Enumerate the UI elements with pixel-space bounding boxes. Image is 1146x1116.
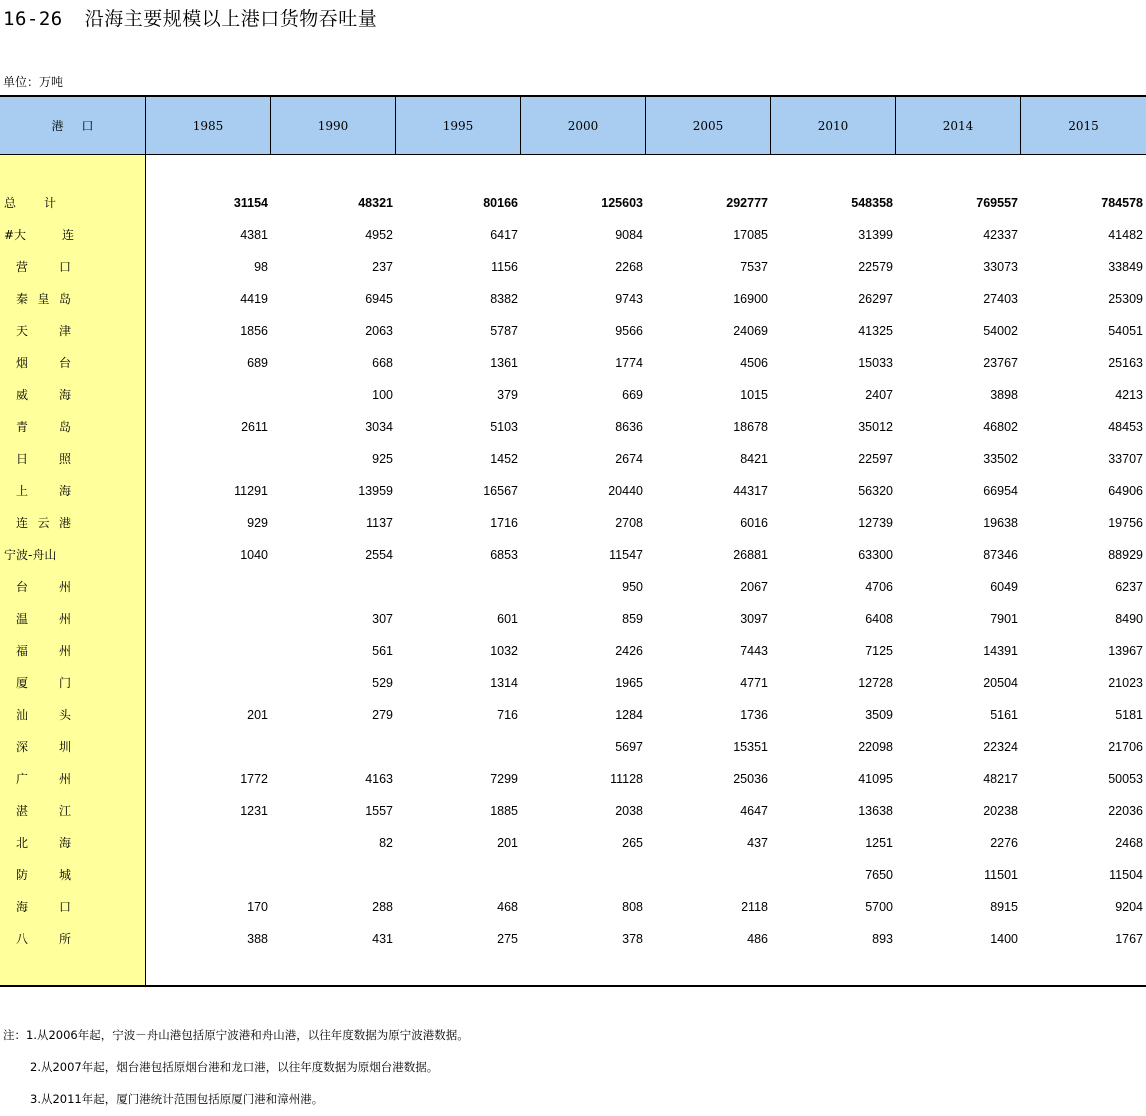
value-cell-1995: 716: [497, 708, 518, 722]
value-cell-1995: 1716: [490, 516, 518, 530]
value-cell-2015: 21706: [1108, 740, 1143, 754]
value-cell-2000: 9743: [615, 292, 643, 306]
value-cell-2010: 13638: [858, 804, 893, 818]
value-cell-2005: 292777: [726, 196, 768, 210]
value-cell-1990: 668: [372, 356, 393, 370]
value-cell-1985: 170: [247, 900, 268, 914]
value-cell-2000: 808: [622, 900, 643, 914]
table-number: 16-26: [3, 8, 63, 30]
value-cell-1990: 925: [372, 452, 393, 466]
value-cell-2000: 2426: [615, 644, 643, 658]
header-year-2014: 2014: [896, 97, 1021, 154]
table-row: [0, 315, 1146, 347]
value-cell-1990: 100: [372, 388, 393, 402]
value-cell-1990: 2063: [365, 324, 393, 338]
table-row: [0, 571, 1146, 603]
port-name: 八 所: [16, 932, 71, 946]
port-name: 威 海: [16, 388, 71, 402]
value-cell-1995: 7299: [490, 772, 518, 786]
value-cell-1995: 80166: [483, 196, 518, 210]
value-cell-1985: 11291: [234, 484, 268, 498]
value-cell-1985: 388: [247, 932, 268, 946]
value-cell-2000: 2708: [615, 516, 643, 530]
value-cell-2005: 18678: [733, 420, 768, 434]
value-cell-1990: 279: [372, 708, 393, 722]
footnote-3: 3.从2011年起，厦门港统计范围包括原厦门港和漳州港。: [30, 1092, 324, 1106]
value-cell-2010: 56320: [858, 484, 893, 498]
value-cell-2000: 9084: [615, 228, 643, 242]
value-cell-2015: 11504: [1109, 868, 1143, 882]
value-cell-1995: 5787: [490, 324, 518, 338]
value-cell-2000: 8636: [615, 420, 643, 434]
table-row: [0, 539, 1146, 571]
value-cell-2000: [533, 859, 643, 891]
value-cell-2010: 15033: [858, 356, 893, 370]
port-name: 连 云 港: [16, 516, 71, 530]
value-cell-2005: 7537: [740, 260, 768, 274]
value-cell-2010: 2407: [865, 388, 893, 402]
value-cell-1995: 275: [497, 932, 518, 946]
value-cell-2014: 2276: [990, 836, 1018, 850]
value-cell-1990: 288: [372, 900, 393, 914]
value-cell-1990: [283, 731, 393, 763]
value-cell-2014: 23767: [983, 356, 1018, 370]
value-cell-2015: 54051: [1108, 324, 1143, 338]
value-cell-2005: 4506: [740, 356, 768, 370]
value-cell-1995: 16567: [483, 484, 518, 498]
table-row: [0, 923, 1146, 955]
value-cell-2005: 1015: [740, 388, 768, 402]
port-name: 日 照: [16, 452, 71, 466]
value-cell-1995: 1885: [490, 804, 518, 818]
value-cell-2014: 6049: [990, 580, 1018, 594]
port-name: 湛 江: [16, 804, 71, 818]
value-cell-1995: 5103: [490, 420, 518, 434]
value-cell-1990: 3034: [365, 420, 393, 434]
footnote-1: 注：1.从2006年起，宁波－舟山港包括原宁波港和舟山港，以往年度数据为原宁波港数据。: [3, 1028, 469, 1042]
value-cell-2010: 22579: [858, 260, 893, 274]
value-cell-2014: 3898: [990, 388, 1018, 402]
value-cell-2005: 6016: [740, 516, 768, 530]
value-cell-1995: [408, 571, 518, 603]
table-row: [0, 635, 1146, 667]
value-cell-1985: [158, 667, 268, 699]
value-cell-2010: 12728: [858, 676, 893, 690]
value-cell-1995: 201: [497, 836, 518, 850]
footnote-2: 2.从2007年起，烟台港包括原烟台港和龙口港，以往年度数据为原烟台港数据。: [30, 1060, 439, 1074]
value-cell-1990: 307: [372, 612, 393, 626]
value-cell-2000: 20440: [608, 484, 643, 498]
value-cell-2005: 2067: [740, 580, 768, 594]
port-name: 营 口: [16, 260, 71, 274]
port-name: 青 岛: [16, 420, 71, 434]
value-cell-1985: 2611: [241, 420, 268, 434]
value-cell-2015: 22036: [1108, 804, 1143, 818]
port-name: 烟 台: [16, 356, 71, 370]
value-cell-2005: 437: [747, 836, 768, 850]
port-name: 厦 门: [16, 676, 71, 690]
value-cell-2014: 87346: [983, 548, 1018, 562]
value-cell-2014: 19638: [983, 516, 1018, 530]
value-cell-2015: 50053: [1108, 772, 1143, 786]
value-cell-2015: 41482: [1108, 228, 1143, 242]
value-cell-2010: 1251: [865, 836, 893, 850]
value-cell-2015: 33849: [1108, 260, 1143, 274]
value-cell-1995: 468: [497, 900, 518, 914]
value-cell-1985: [158, 603, 268, 635]
value-cell-2015: 25309: [1108, 292, 1143, 306]
value-cell-2010: 22098: [858, 740, 893, 754]
value-cell-2014: 33502: [983, 452, 1018, 466]
value-cell-1990: [283, 571, 393, 603]
value-cell-2005: 4771: [740, 676, 768, 690]
port-name: 总 计: [4, 196, 56, 210]
port-name: 温 州: [16, 612, 71, 626]
value-cell-1990: 237: [372, 260, 393, 274]
value-cell-2000: 9566: [615, 324, 643, 338]
value-cell-2005: 24069: [733, 324, 768, 338]
value-cell-1985: [158, 859, 268, 891]
value-cell-1990: 431: [372, 932, 393, 946]
value-cell-2014: 7901: [990, 612, 1018, 626]
value-cell-1995: 1314: [490, 676, 518, 690]
table-row: [0, 795, 1146, 827]
value-cell-2005: 16900: [733, 292, 768, 306]
value-cell-2010: 7650: [865, 868, 893, 882]
value-cell-2000: 669: [622, 388, 643, 402]
value-cell-1985: 1231: [240, 804, 268, 818]
table-row: [0, 411, 1146, 443]
value-cell-1995: 1361: [490, 356, 518, 370]
value-cell-2005: 26881: [733, 548, 768, 562]
value-cell-2010: 893: [872, 932, 893, 946]
value-cell-1985: 1040: [240, 548, 268, 562]
value-cell-2005: 1736: [740, 708, 768, 722]
table-row: [0, 251, 1146, 283]
value-cell-2014: 48217: [983, 772, 1018, 786]
table-header-row: [0, 97, 1146, 155]
value-cell-2005: 15351: [733, 740, 768, 754]
value-cell-2015: 25163: [1108, 356, 1143, 370]
value-cell-2014: 66954: [983, 484, 1018, 498]
table-bottom-rule: [0, 985, 1146, 987]
port-name: 台 州: [16, 580, 71, 594]
value-cell-2015: 64906: [1108, 484, 1143, 498]
value-cell-2000: 265: [622, 836, 643, 850]
value-cell-2010: 4706: [865, 580, 893, 594]
header-year-2005: 2005: [646, 97, 771, 154]
value-cell-2005: 8421: [740, 452, 768, 466]
value-cell-2015: 9204: [1115, 900, 1143, 914]
value-cell-1985: [158, 379, 268, 411]
value-cell-2015: 13967: [1108, 644, 1143, 658]
value-cell-1990: 6945: [365, 292, 393, 306]
value-cell-2014: 22324: [983, 740, 1018, 754]
value-cell-1985: 689: [247, 356, 268, 370]
value-cell-1995: 601: [497, 612, 518, 626]
table-title: 沿海主要规模以上港口货物吞吐量: [84, 8, 378, 30]
value-cell-2000: 1284: [615, 708, 643, 722]
value-cell-1995: 6417: [490, 228, 518, 242]
value-cell-2015: 19756: [1108, 516, 1143, 530]
value-cell-2014: 1400: [990, 932, 1018, 946]
port-name: 秦 皇 岛: [16, 292, 71, 306]
value-cell-1985: 98: [254, 260, 268, 274]
value-cell-2014: 42337: [983, 228, 1018, 242]
value-cell-2005: 486: [747, 932, 768, 946]
table-row: [0, 763, 1146, 795]
port-name: 北 海: [16, 836, 71, 850]
value-cell-1995: [408, 859, 518, 891]
value-cell-2010: 6408: [865, 612, 893, 626]
table-row: [0, 827, 1146, 859]
port-name: 福 州: [16, 644, 71, 658]
table-row: [0, 699, 1146, 731]
table-row: [0, 603, 1146, 635]
value-cell-2010: 3509: [865, 708, 893, 722]
value-cell-1985: [158, 443, 268, 475]
port-name: 宁波-舟山: [4, 548, 57, 562]
value-cell-2015: 33707: [1108, 452, 1143, 466]
value-cell-2015: 1767: [1115, 932, 1143, 946]
value-cell-2010: 5700: [865, 900, 893, 914]
value-cell-2000: 2674: [615, 452, 643, 466]
value-cell-2000: 125603: [601, 196, 643, 210]
value-cell-2010: 26297: [858, 292, 893, 306]
value-cell-1995: 1032: [490, 644, 518, 658]
port-name: #大 连: [4, 228, 74, 242]
value-cell-2010: 12739: [858, 516, 893, 530]
port-name: 上 海: [16, 484, 71, 498]
value-cell-2010: 548358: [851, 196, 893, 210]
value-cell-1985: [158, 571, 268, 603]
value-cell-2014: 14391: [983, 644, 1018, 658]
value-cell-1995: 379: [497, 388, 518, 402]
value-cell-2014: 27403: [983, 292, 1018, 306]
value-cell-1985: 929: [247, 516, 268, 530]
value-cell-1990: 1557: [365, 804, 393, 818]
port-name: 深 圳: [16, 740, 71, 754]
value-cell-1985: 31154: [233, 196, 268, 210]
port-name: 天 津: [16, 324, 71, 338]
table-row: [0, 443, 1146, 475]
value-cell-2000: 2268: [615, 260, 643, 274]
port-name: 汕 头: [16, 708, 71, 722]
value-cell-1985: [158, 827, 268, 859]
value-cell-1995: 1452: [490, 452, 518, 466]
data-table: [0, 95, 1146, 988]
header-year-2010: 2010: [771, 97, 896, 154]
value-cell-2010: 41095: [858, 772, 893, 786]
value-cell-1995: 8382: [490, 292, 518, 306]
value-cell-2000: 1965: [615, 676, 643, 690]
value-cell-2014: 54002: [983, 324, 1018, 338]
value-cell-2015: 48453: [1108, 420, 1143, 434]
value-cell-2015: 6237: [1115, 580, 1143, 594]
value-cell-1995: 1156: [491, 260, 518, 274]
table-row: [0, 731, 1146, 763]
value-cell-2000: 5697: [615, 740, 643, 754]
value-cell-2014: 11501: [984, 868, 1018, 882]
table-row: [0, 379, 1146, 411]
value-cell-2005: 44317: [733, 484, 768, 498]
value-cell-2005: 2118: [741, 900, 768, 914]
header-year-2015: 2015: [1021, 97, 1146, 154]
value-cell-2000: 11547: [609, 548, 643, 562]
value-cell-2000: 378: [622, 932, 643, 946]
value-cell-2014: 20504: [983, 676, 1018, 690]
value-cell-1990: 4163: [365, 772, 393, 786]
header-year-1990: 1990: [271, 97, 396, 154]
value-cell-2015: 2468: [1115, 836, 1143, 850]
header-port: 港口: [0, 97, 146, 154]
value-cell-1990: 48321: [358, 196, 393, 210]
table-row: [0, 667, 1146, 699]
value-cell-1990: 13959: [358, 484, 393, 498]
table-row: [0, 475, 1146, 507]
value-cell-1985: [158, 635, 268, 667]
value-cell-2010: 7125: [865, 644, 893, 658]
value-cell-1985: 201: [247, 708, 268, 722]
value-cell-2014: 5161: [990, 708, 1018, 722]
value-cell-2000: 950: [622, 580, 643, 594]
table-row: [0, 347, 1146, 379]
table-row: [0, 507, 1146, 539]
value-cell-2014: 33073: [983, 260, 1018, 274]
unit-label: 单位：万吨: [3, 75, 64, 89]
value-cell-2005: 17085: [733, 228, 768, 242]
value-cell-2000: 1774: [615, 356, 643, 370]
value-cell-2000: 859: [622, 612, 643, 626]
value-cell-1990: 529: [372, 676, 393, 690]
value-cell-1985: 4381: [240, 228, 268, 242]
value-cell-2010: 63300: [858, 548, 893, 562]
value-cell-2010: 41325: [858, 324, 893, 338]
value-cell-2010: 31399: [858, 228, 893, 242]
value-cell-1990: 1137: [366, 516, 393, 530]
value-cell-1990: [283, 859, 393, 891]
value-cell-1990: 82: [379, 836, 393, 850]
total-row: [0, 187, 1146, 219]
header-year-2000: 2000: [521, 97, 646, 154]
value-cell-2015: 784578: [1101, 196, 1143, 210]
value-cell-1985: 1856: [240, 324, 268, 338]
value-cell-1990: 4952: [365, 228, 393, 242]
table-row: [0, 859, 1146, 891]
value-cell-2014: 46802: [983, 420, 1018, 434]
value-cell-1985: [158, 731, 268, 763]
header-year-1985: 1985: [146, 97, 271, 154]
value-cell-1990: 561: [372, 644, 393, 658]
page-title: [3, 4, 377, 31]
value-cell-1985: 4419: [240, 292, 268, 306]
value-cell-2010: 35012: [858, 420, 893, 434]
value-cell-2015: 8490: [1115, 612, 1143, 626]
value-cell-2000: 2038: [615, 804, 643, 818]
value-cell-2005: 25036: [733, 772, 768, 786]
port-name: 海 口: [16, 900, 71, 914]
value-cell-1990: 2554: [365, 548, 393, 562]
value-cell-2015: 4213: [1115, 388, 1143, 402]
value-cell-2005: 7443: [740, 644, 768, 658]
value-cell-2015: 21023: [1108, 676, 1143, 690]
value-cell-2005: 4647: [740, 804, 768, 818]
value-cell-2014: 20238: [983, 804, 1018, 818]
table-row: [0, 219, 1146, 251]
value-cell-2015: 88929: [1108, 548, 1143, 562]
value-cell-1985: 1772: [240, 772, 268, 786]
value-cell-2014: 769557: [976, 196, 1018, 210]
value-cell-2015: 5181: [1115, 708, 1143, 722]
value-cell-2005: [658, 859, 768, 891]
value-cell-2014: 8915: [990, 900, 1018, 914]
port-name: 防 城: [16, 868, 71, 882]
port-name: 广 州: [16, 772, 71, 786]
value-cell-1995: 6853: [490, 548, 518, 562]
header-year-1995: 1995: [396, 97, 521, 154]
table-row: [0, 891, 1146, 923]
value-cell-1995: [408, 731, 518, 763]
table-row: [0, 283, 1146, 315]
value-cell-2005: 3097: [740, 612, 768, 626]
value-cell-2000: 11128: [610, 772, 643, 786]
value-cell-2010: 22597: [858, 452, 893, 466]
